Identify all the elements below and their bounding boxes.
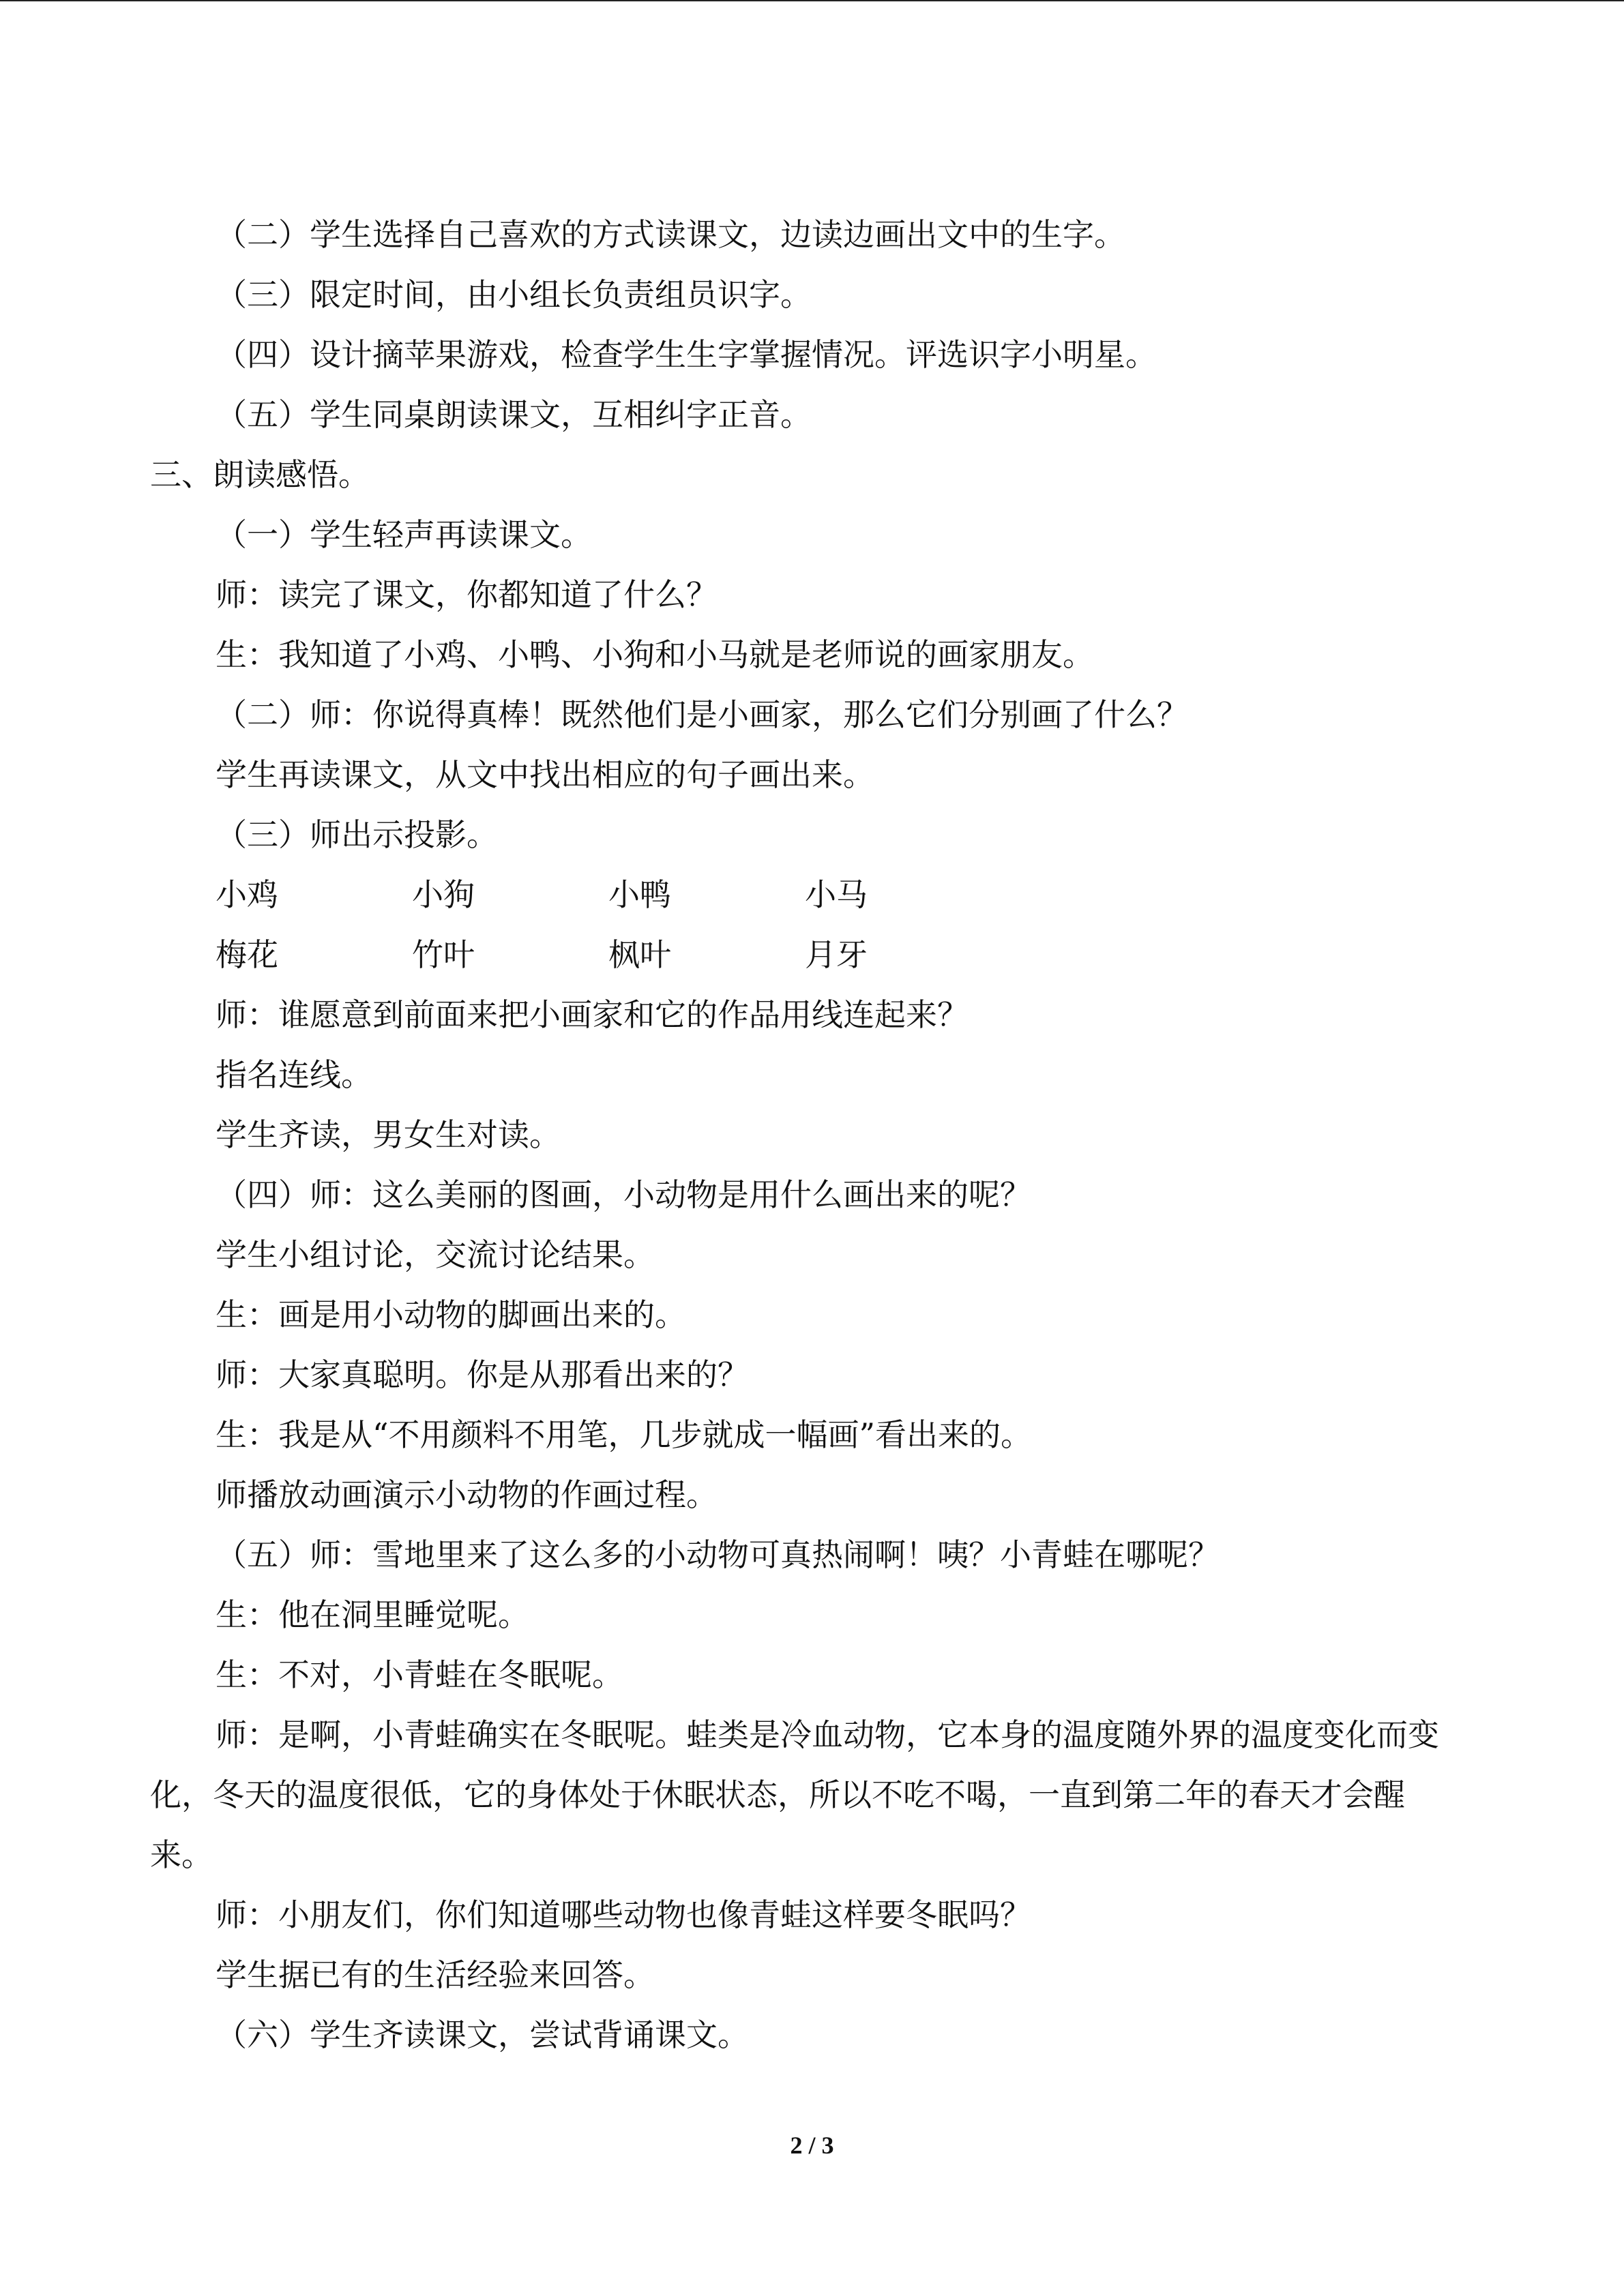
work-cell: 枫叶	[608, 936, 671, 973]
animal-cell: 小鸡	[216, 876, 278, 913]
work-cell: 月牙	[805, 936, 868, 973]
dialogue-line: 生：他在洞里睡觉呢。	[216, 1596, 529, 1633]
reading-step-3: （三）师出示投影。	[216, 816, 498, 853]
projection-works-row	[150, 925, 1460, 985]
reading-step-5: （五）师：雪地里来了这么多的小动物可真热闹啊！咦？小青蛙在哪呢？	[216, 1536, 1220, 1573]
animal-cell: 小鸭	[608, 876, 671, 913]
reading-step-6: （六）学生齐读课文，尝试背诵课文。	[216, 2016, 749, 2053]
step-5-line: （五）学生同桌朗读课文，互相纠字正音。	[216, 396, 812, 433]
work-cell: 梅花	[216, 936, 278, 973]
section-3-heading: 三、朗读感悟。	[150, 456, 370, 493]
step-3-line: （三）限定时间，由小组长负责组员识字。	[216, 276, 812, 313]
dialogue-line: 师：谁愿意到前面来把小画家和它的作品用线连起来？	[216, 996, 969, 1033]
teacher-explanation-paragraph: 师：是啊，小青蛙确实在冬眠呢。蛙类是冷血动物，它本身的温度随外界的温度变化而变化，冬天的温度很低，它的身体处于休眠状态，所以不吃不喝，一直到第二年的春天才会醒来。	[150, 1716, 1439, 1873]
reading-step-2: （二）师：你说得真棒！既然他们是小画家，那么它们分别画了什么？	[216, 696, 1188, 733]
document-body	[150, 205, 1460, 2065]
dialogue-line: 师：大家真聪明。你是从那看出来的？	[216, 1356, 749, 1393]
animal-cell: 小马	[805, 876, 868, 913]
top-border-rule	[0, 0, 1624, 1]
step-4-line: （四）设计摘苹果游戏，检查学生生字掌握情况。评选识字小明星。	[216, 336, 1157, 373]
dialogue-line: 师：读完了课文，你都知道了什么？	[216, 576, 718, 613]
projection-animals-row	[150, 865, 1460, 925]
dialogue-line: 生：我是从“不用颜料不用笔，几步就成一幅画”看出来的。	[216, 1416, 1033, 1453]
dialogue-line: 学生据已有的生活经验来回答。	[216, 1956, 655, 1993]
reading-step-4: （四）师：这么美丽的图画，小动物是用什么画出来的呢？	[216, 1176, 1031, 1213]
reading-step-1: （一）学生轻声再读课文。	[216, 516, 592, 553]
step-2-line: （二）学生选择自己喜欢的方式读课文，边读边画出文中的生字。	[216, 216, 1125, 253]
page-number: 2 / 3	[790, 2132, 834, 2159]
dialogue-line: 师：小朋友们，你们知道哪些动物也像青蛙这样要冬眠吗？	[216, 1896, 1031, 1933]
dialogue-line: 生：不对，小青蛙在冬眠呢。	[216, 1656, 623, 1693]
dialogue-line: 学生小组讨论，交流讨论结果。	[216, 1236, 655, 1273]
dialogue-line: 指名连线。	[216, 1056, 372, 1093]
dialogue-line: 师播放动画演示小动物的作画过程。	[216, 1476, 718, 1513]
dialogue-line: 生：我知道了小鸡、小鸭、小狗和小马就是老师说的画家朋友。	[216, 636, 1094, 673]
work-cell: 竹叶	[412, 936, 475, 973]
animal-cell: 小狗	[412, 876, 475, 913]
dialogue-line: 学生再读课文，从文中找出相应的句子画出来。	[216, 756, 874, 793]
dialogue-line: 生：画是用小动物的脚画出来的。	[216, 1296, 686, 1333]
dialogue-line: 学生齐读，男女生对读。	[216, 1116, 561, 1153]
